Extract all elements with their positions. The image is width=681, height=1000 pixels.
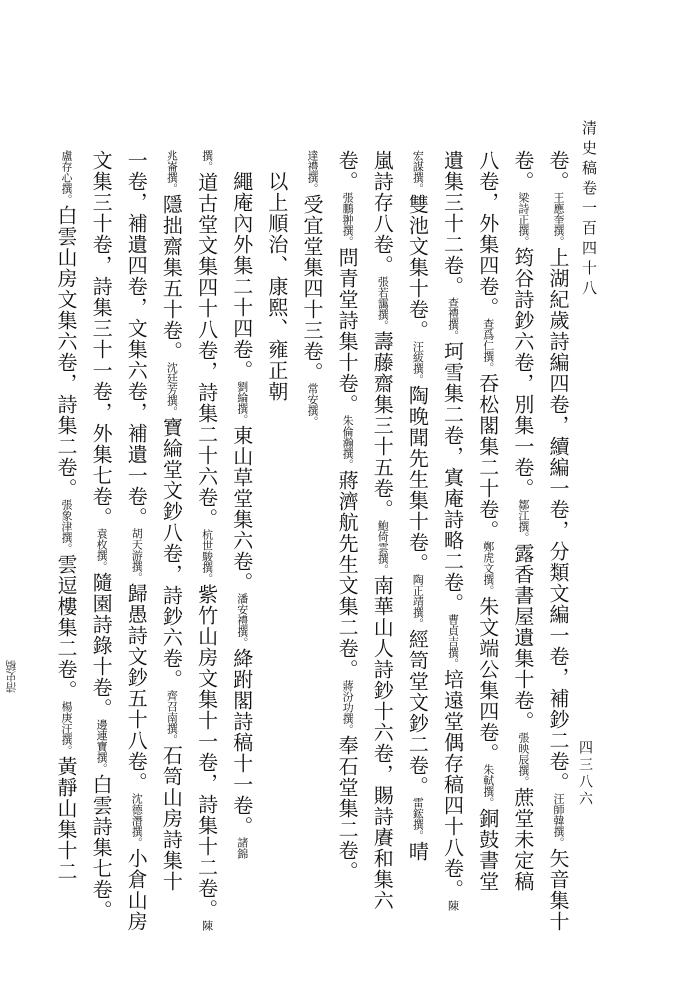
- text-segment: 隱拙齋集五十卷。: [159, 194, 184, 362]
- author-note: 雷鋐撰。: [411, 797, 425, 841]
- text-segment: 道古堂文集四十八卷，詩集二十六卷。: [194, 172, 219, 529]
- page-header-title: 清史稿卷一百四十八: [580, 120, 598, 300]
- text-column: [333, 150, 361, 940]
- text-segment: 經笥堂文鈔二卷。: [405, 629, 430, 797]
- text-segment: 筠谷詩鈔六卷，別集一卷。: [510, 247, 535, 499]
- text-segment: 晴: [405, 841, 430, 862]
- author-note: 張若靄撰。: [376, 276, 390, 331]
- author-note: 齊召南撰。: [165, 690, 179, 745]
- text-segment: 白雲山房文集六卷，詩集二卷。: [54, 205, 78, 499]
- text-segment: 以上順治、康熙、雍正朝: [264, 150, 289, 402]
- author-note: 陶正靖撰。: [411, 574, 425, 629]
- author-note: 宏謀撰。: [411, 150, 425, 194]
- author-note: 汪師韓撰。: [551, 793, 565, 848]
- text-column: [403, 150, 431, 940]
- author-note: 蔣汾功撰。: [341, 680, 355, 735]
- text-segment: 雲逗樓集二卷。: [54, 554, 78, 701]
- page-number: 四三八六: [577, 740, 593, 808]
- author-note: 梁詩正撰。: [516, 192, 530, 247]
- text-segment: 卷。: [510, 150, 535, 192]
- text-segment: 蔗堂未定稿: [510, 787, 535, 892]
- text-segment: 銅鼓書堂: [475, 808, 500, 892]
- text-segment: 嵐詩存八卷。: [370, 150, 395, 276]
- text-segment: 壽藤齋集三十五卷。: [370, 331, 395, 520]
- text-column: [509, 150, 537, 940]
- text-segment: 歸愚詩文鈔五十八卷。: [124, 583, 149, 793]
- text-segment: 寶綸堂文鈔八卷，詩鈔六卷。: [159, 417, 184, 690]
- author-note: 潘安禮撰。: [235, 593, 249, 648]
- text-segment: 卷。: [545, 150, 570, 192]
- author-note: 胡天游撰。: [130, 528, 144, 583]
- author-note: 劉綸撰。: [235, 381, 249, 425]
- text-column: [157, 150, 185, 940]
- author-note: 杭世駿撰。: [200, 529, 214, 584]
- text-segment: 絳跗閣詩稿十一卷。: [229, 648, 254, 837]
- text-segment: 上湖紀歲詩編四卷，續編一卷，分類文編一卷，補鈔二卷。: [545, 247, 570, 793]
- text-column: [368, 150, 396, 940]
- author-note: 王應奎撰。: [551, 192, 565, 247]
- author-note: 楊庚汪撰。: [60, 701, 73, 756]
- text-segment: 黃靜山集十二: [54, 756, 78, 882]
- author-note: 陳: [200, 920, 214, 931]
- text-segment: 蔣濟航先生文集二卷。: [335, 470, 360, 680]
- author-note: 鄭虎文撰。: [481, 541, 495, 596]
- text-segment: 文集三十卷，詩集三十一卷，外集七卷。: [89, 150, 114, 528]
- text-column: [52, 150, 80, 940]
- author-note: 邊連寶撰。: [95, 719, 109, 774]
- text-segment: 卷。: [335, 150, 360, 192]
- text-column: [263, 150, 291, 940]
- text-columns: [52, 150, 572, 940]
- text-segment: 珂雪集二卷，寘庵詩略二卷。: [440, 341, 465, 614]
- text-column: [87, 150, 115, 940]
- text-segment: 東山草堂集六卷。: [229, 425, 254, 593]
- author-note: 袁枚撰。: [95, 528, 109, 572]
- text-segment: 朱文端公集四卷。: [475, 596, 500, 764]
- author-note: 朱倫瀚撰。: [341, 415, 355, 470]
- author-note: 盧存心撰。: [60, 150, 73, 205]
- text-segment: 小倉山房: [124, 848, 149, 932]
- author-note: 曹貞吉撰。: [446, 614, 460, 669]
- text-segment: 紫竹山房文集十一卷，詩集十二卷。: [194, 584, 219, 920]
- author-note: 朱軾撰。: [481, 764, 495, 808]
- text-column: [122, 150, 150, 940]
- text-segment: 露香書屋遺集十卷。: [510, 543, 535, 732]
- author-note: 兆崙撰。: [165, 150, 179, 194]
- author-note: 張鵬翀撰。: [341, 192, 355, 247]
- text-segment: 石笥山房詩集十: [159, 745, 184, 892]
- text-column: [298, 150, 326, 940]
- text-segment: 南華山人詩鈔十六卷，賜詩賡和集六: [370, 575, 395, 911]
- text-segment: 白雲詩集七卷。: [89, 774, 114, 921]
- text-segment: 八卷，外集四卷。: [475, 150, 500, 318]
- text-column: [193, 150, 221, 940]
- author-note: 汪紱撰。: [411, 341, 425, 385]
- margin-note: 清史稿: [5, 660, 18, 693]
- text-column: [228, 150, 256, 940]
- text-column: [474, 150, 502, 940]
- author-note: 鮑倚雲撰。: [376, 520, 390, 575]
- text-column: [544, 150, 572, 940]
- author-note: 查禮撰。: [446, 297, 460, 341]
- text-segment: 培遠堂偶存稿四十八卷。: [440, 669, 465, 900]
- text-segment: 受宜堂集四十三卷。: [299, 194, 324, 383]
- author-note: 查爲仁撰。: [481, 318, 495, 373]
- text-segment: 雙池文集十卷。: [405, 194, 430, 341]
- author-note: 張映辰撰。: [516, 732, 530, 787]
- author-note: 沈廷芳撰。: [165, 362, 179, 417]
- text-column: [439, 150, 467, 940]
- text-segment: 繩庵內外集二十四卷。: [229, 150, 254, 381]
- author-note: 沈德潛撰。: [130, 793, 144, 848]
- author-note: 常安撰。: [305, 383, 319, 427]
- text-segment: 吞松閣集二十卷。: [475, 373, 500, 541]
- text-segment: 奉石堂集二卷。: [335, 735, 360, 882]
- author-note: 張象津撰。: [60, 499, 73, 554]
- text-segment: 遺集三十二卷。: [440, 150, 465, 297]
- text-segment: 問青堂詩集十卷。: [335, 247, 360, 415]
- author-note: 撰。: [200, 150, 214, 172]
- author-note: 諸錦: [235, 837, 249, 859]
- author-note: 鄒江撰。: [516, 499, 530, 543]
- author-note: 達禮撰。: [305, 150, 319, 194]
- text-segment: 陶晚聞先生集十卷。: [405, 385, 430, 574]
- author-note: 陳: [446, 900, 460, 911]
- text-segment: 隨園詩錄十卷。: [89, 572, 114, 719]
- text-segment: 矢音集十: [545, 848, 570, 932]
- text-segment: 一卷，補遺四卷，文集六卷，補遺一卷。: [124, 150, 149, 528]
